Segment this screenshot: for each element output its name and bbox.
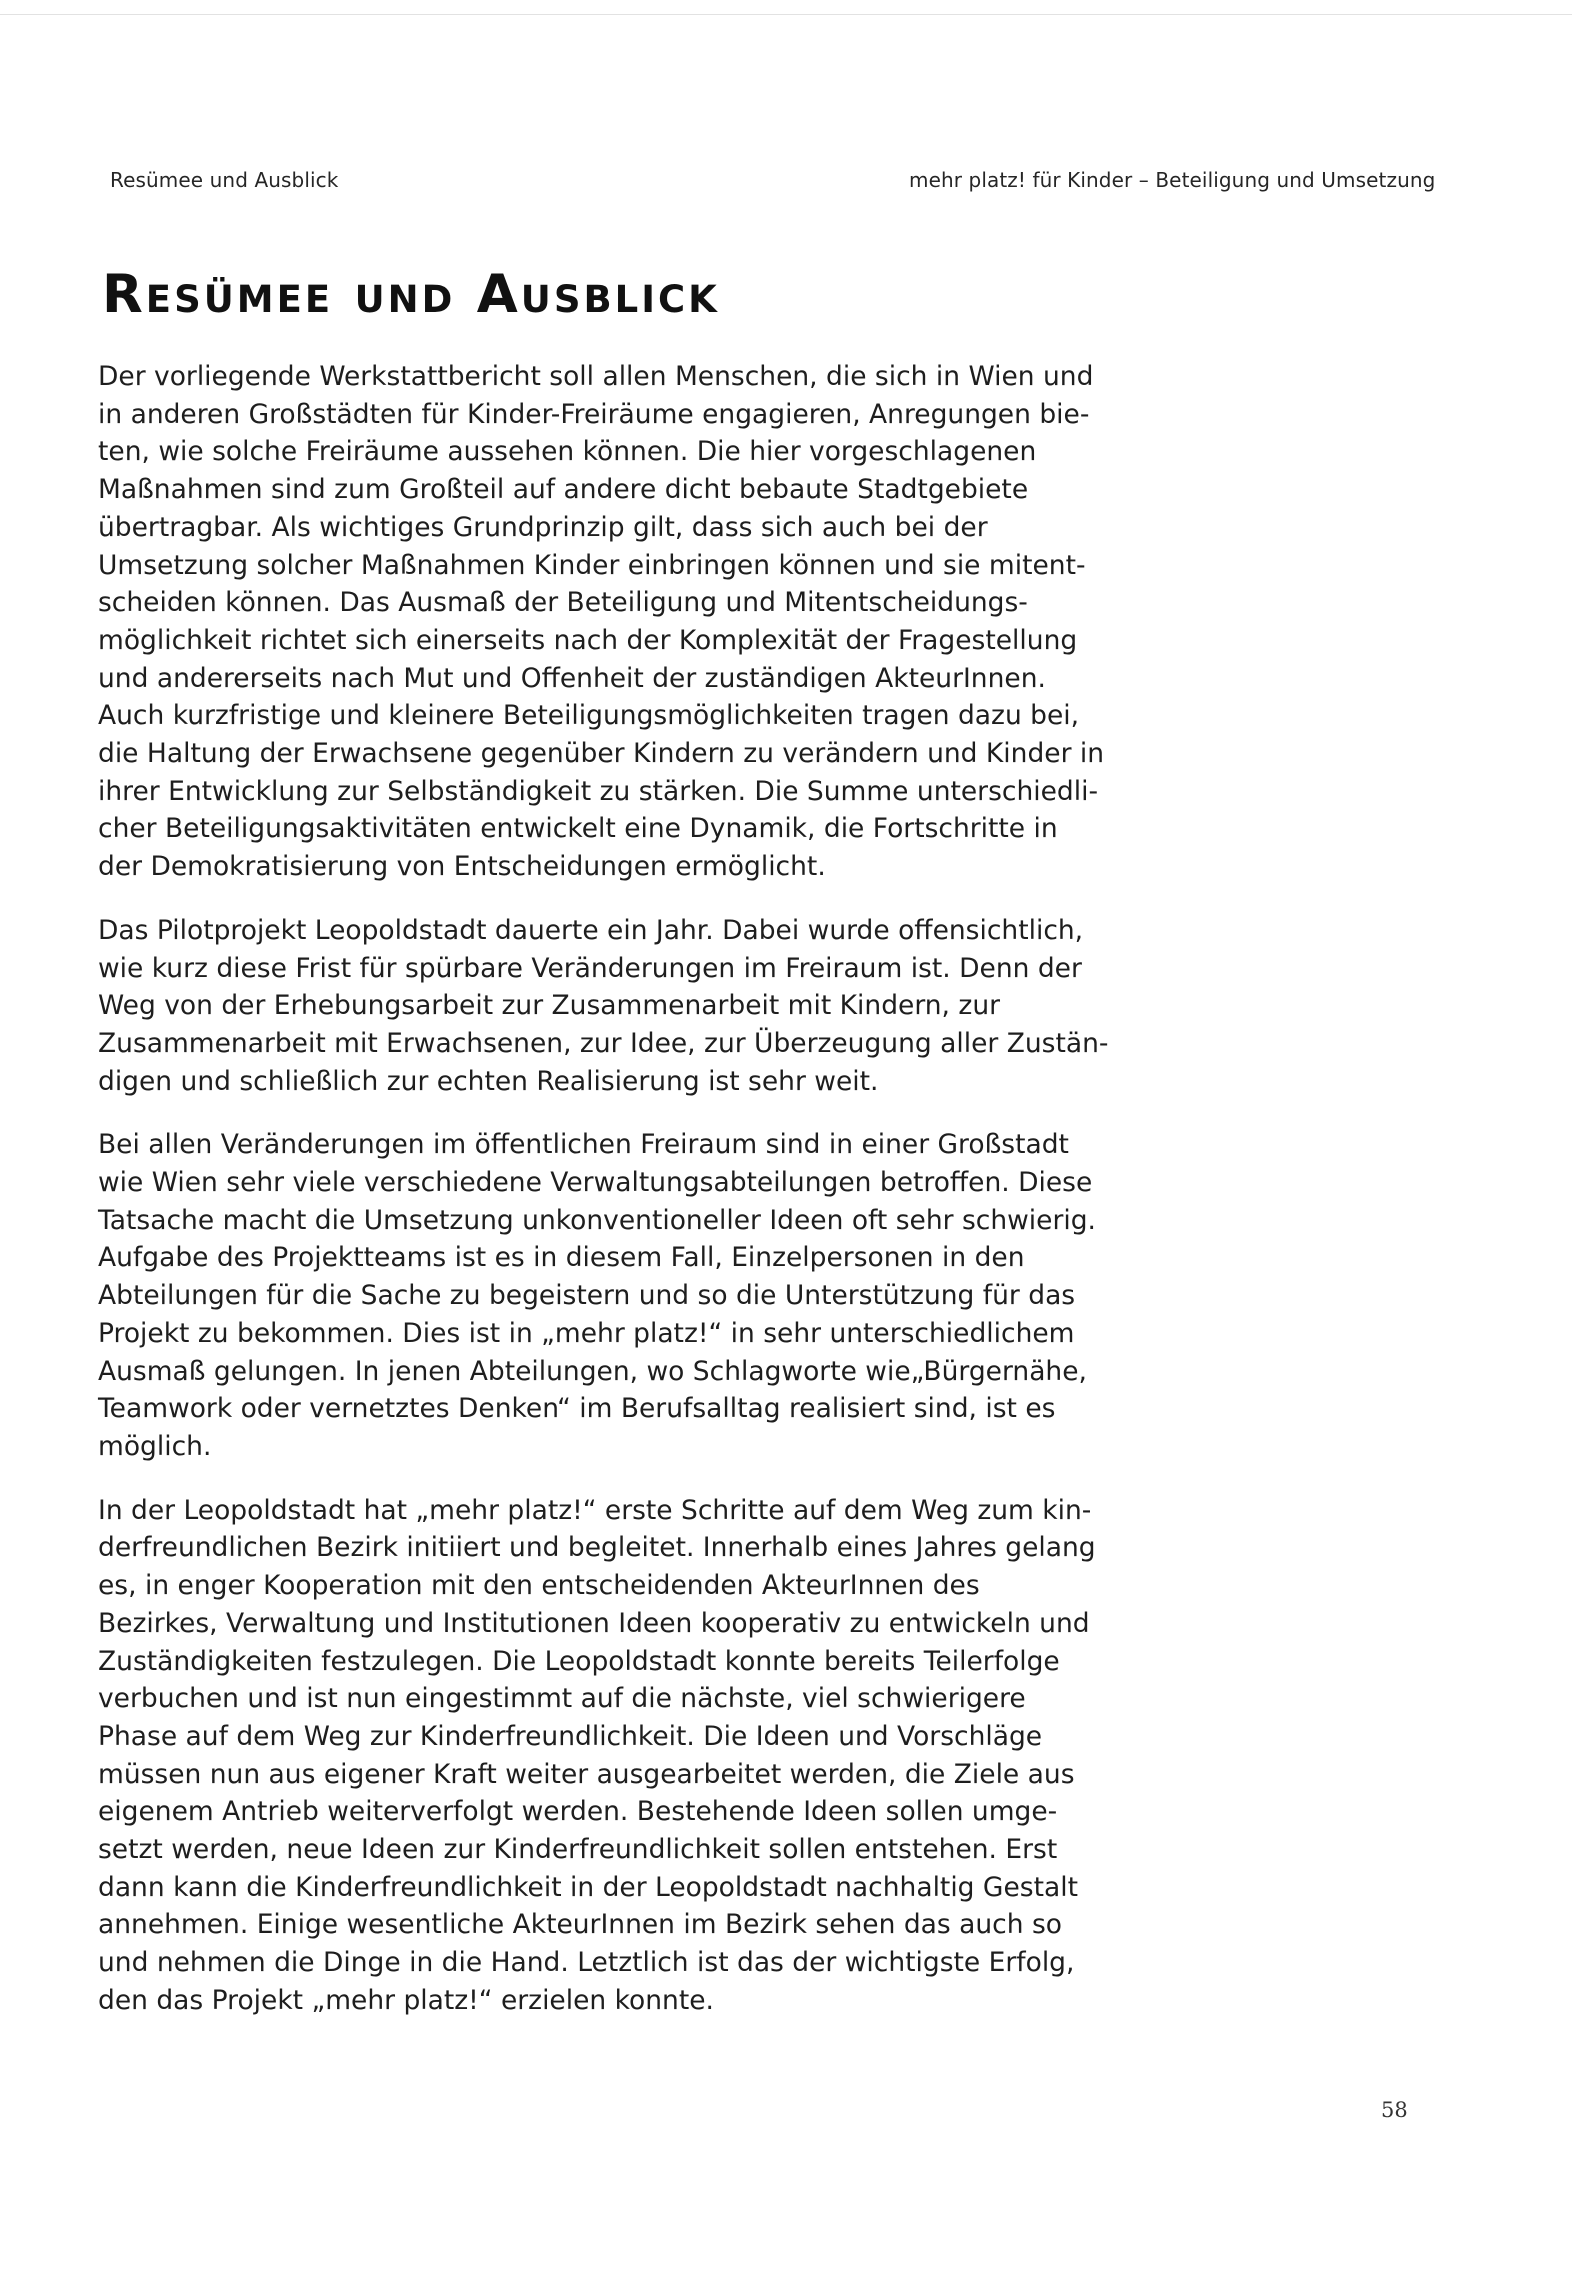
text-line: Tatsache macht die Umsetzung unkonventioneller Ideen oft sehr schwierig. — [98, 1204, 1096, 1236]
running-head-right: mehr platz! für Kinder – Beteiligung und Umsetzung — [909, 168, 1436, 192]
text-line: es, in enger Kooperation mit den entscheidenden AkteurInnen des — [98, 1570, 980, 1602]
text-line: annehmen. Einige wesentliche AkteurInnen im Bezirk sehen das auch so — [98, 1909, 1062, 1941]
text-line: Aufgabe des Projektteams ist es in diesem Fall, Einzelpersonen in den — [98, 1242, 1025, 1274]
body-text — [98, 358, 1109, 2046]
text-line: dann kann die Kinderfreundlichkeit in der Leopoldstadt nachhaltig Gestalt — [98, 1871, 1078, 1903]
paragraph-1 — [98, 358, 1105, 886]
text-line: In der Leopoldstadt hat „mehr platz!“ erste Schritte auf dem Weg zum kin- — [98, 1494, 1092, 1526]
text-line: Projekt zu bekommen. Dies ist in „mehr platz!“ in sehr unterschiedlichem — [98, 1317, 1075, 1349]
text-line: Zuständigkeiten festzulegen. Die Leopoldstadt konnte bereits Teilerfolge — [98, 1645, 1060, 1677]
text-line: Teamwork oder vernetztes Denken“ im Berufsalltag realisiert sind, ist es — [98, 1393, 1056, 1425]
paragraph-4 — [98, 1492, 1096, 2020]
text-line: in anderen Großstädten für Kinder-Freiräume engagieren, Anregungen bie- — [98, 398, 1090, 430]
text-line: möglichkeit richtet sich einerseits nach der Komplexität der Fragestellung — [98, 624, 1078, 656]
text-line: ihrer Entwicklung zur Selbständigkeit zu stärken. Die Summe unterschiedli- — [98, 775, 1099, 807]
text-line: eigenem Antrieb weiterverfolgt werden. Bestehende Ideen sollen umge- — [98, 1796, 1058, 1828]
text-line: der Demokratisierung von Entscheidungen ermöglicht. — [98, 851, 826, 883]
text-line: Bei allen Veränderungen im öffentlichen Freiraum sind in einer Großstadt — [98, 1129, 1069, 1161]
top-rule — [0, 14, 1572, 15]
text-line: und nehmen die Dinge in die Hand. Letztlich ist das der wichtigste Erfolg, — [98, 1947, 1075, 1979]
paragraph-2 — [98, 912, 1109, 1101]
text-line: wie Wien sehr viele verschiedene Verwaltungsabteilungen betroffen. Diese — [98, 1167, 1093, 1199]
text-line: cher Beteiligungsaktivitäten entwickelt eine Dynamik, die Fortschritte in — [98, 813, 1058, 845]
text-line: Phase auf dem Weg zur Kinderfreundlichkeit. Die Ideen und Vorschläge — [98, 1720, 1043, 1752]
text-line: Umsetzung solcher Maßnahmen Kinder einbringen können und sie mitent- — [98, 549, 1086, 581]
text-line: übertragbar. Als wichtiges Grundprinzip gilt, dass sich auch bei der — [98, 511, 988, 543]
text-line: wie kurz diese Frist für spürbare Veränderungen im Freiraum ist. Denn der — [98, 952, 1082, 984]
text-line: digen und schließlich zur echten Realisierung ist sehr weit. — [98, 1065, 879, 1097]
text-line: Das Pilotprojekt Leopoldstadt dauerte ein Jahr. Dabei wurde offensichtlich, — [98, 914, 1084, 946]
text-line: und andererseits nach Mut und Offenheit der zuständigen AkteurInnen. — [98, 662, 1046, 694]
text-line: Maßnahmen sind zum Großteil auf andere dicht bebaute Stadtgebiete — [98, 474, 1029, 506]
page-number: 58 — [1381, 2098, 1408, 2122]
text-line: müssen nun aus eigener Kraft weiter ausgearbeitet werden, die Ziele aus — [98, 1758, 1075, 1790]
text-line: Ausmaß gelungen. In jenen Abteilungen, wo Schlagworte wie„Bürgernähe, — [98, 1355, 1087, 1387]
text-line: setzt werden, neue Ideen zur Kinderfreundlichkeit sollen entstehen. Erst — [98, 1834, 1058, 1866]
page-title: Resümee und Ausblick — [102, 264, 720, 325]
text-line: ten, wie solche Freiräume aussehen können. Die hier vorgeschlagenen — [98, 436, 1037, 468]
running-head-left: Resümee und Ausblick — [110, 168, 339, 192]
text-line: derfreundlichen Bezirk initiiert und begleitet. Innerhalb eines Jahres gelang — [98, 1532, 1096, 1564]
text-line: Bezirkes, Verwaltung und Institutionen Ideen kooperativ zu entwickeln und — [98, 1607, 1090, 1639]
text-line: den das Projekt „mehr platz!“ erzielen konnte. — [98, 1984, 714, 2016]
paragraph-3 — [98, 1126, 1096, 1465]
text-line: Der vorliegende Werkstattbericht soll allen Menschen, die sich in Wien und — [98, 361, 1094, 392]
text-line: Auch kurzfristige und kleinere Beteiligungsmöglichkeiten tragen dazu bei, — [98, 700, 1080, 732]
text-line: verbuchen und ist nun eingestimmt auf die nächste, viel schwierigere — [98, 1683, 1026, 1715]
text-line: die Haltung der Erwachsene gegenüber Kindern zu verändern und Kinder in — [98, 738, 1105, 770]
text-line: Abteilungen für die Sache zu begeistern und so die Unterstützung für das — [98, 1280, 1076, 1312]
text-line: Weg von der Erhebungsarbeit zur Zusammenarbeit mit Kindern, zur — [98, 990, 1001, 1022]
text-line: möglich. — [98, 1430, 212, 1462]
text-line: Zusammenarbeit mit Erwachsenen, zur Idee, zur Überzeugung aller Zustän- — [98, 1027, 1109, 1059]
text-line: scheiden können. Das Ausmaß der Beteiligung und Mitentscheidungs- — [98, 587, 1028, 619]
